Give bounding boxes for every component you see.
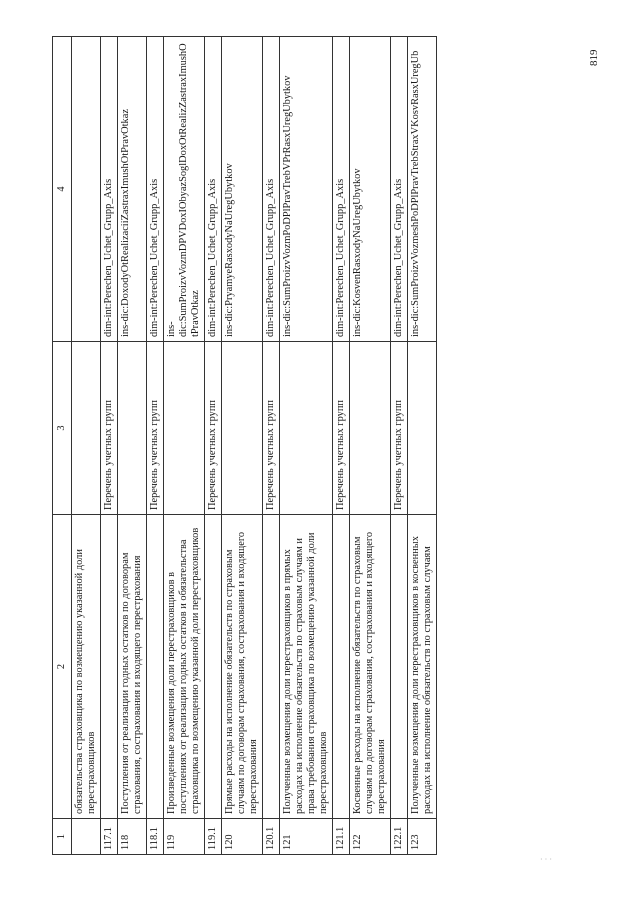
table-row xyxy=(280,37,333,855)
indicator-name-cell xyxy=(391,515,408,819)
element-code-cell: dim-int:Perechen_Uchet_Grupp_Axis xyxy=(333,37,350,342)
dimension-cell xyxy=(222,342,263,515)
row-number-cell: 121.1 xyxy=(333,819,350,855)
table-row xyxy=(118,37,147,855)
indicator-name-cell xyxy=(205,515,222,819)
row-number-cell: 120 xyxy=(222,819,263,855)
table-row xyxy=(408,37,437,855)
row-number-cell: 117.1 xyxy=(101,819,118,855)
indicator-name-cell: Косвенные расходы на исполнение обязательств по страховым случаям по договорам страхования, сострахования и входящего перестрахования xyxy=(350,515,391,819)
indicator-name-cell xyxy=(333,515,350,819)
element-code-cell: ins-dic:SumProizvVozmDPVDoxIObyazSoglDoxOtRealizZastraxImushOtPravOtkaz xyxy=(164,37,205,342)
element-code-cell: ins-dic:DoxodyOtRealizaciiZastraxImushOtPravOtkaz xyxy=(118,37,147,342)
dimension-cell: Перечень учетных групп xyxy=(391,342,408,515)
row-number-cell: 121 xyxy=(280,819,333,855)
row-number-cell: 119.1 xyxy=(205,819,222,855)
table-row xyxy=(222,37,263,855)
table-row xyxy=(350,37,391,855)
indicator-name-cell: Произведенные возмещения доли перестраховщиков в поступлениях от реализации годных остатков и обязательства страховщика по возмещению указанной доли перестраховщиков xyxy=(164,515,205,819)
indicator-name-cell: Полученные возмещения доли перестраховщиков в прямых расходах на исполнение обязательств по страховым случаям и права требования страховщика по возмещению указанной доли перестраховщиков xyxy=(280,515,333,819)
indicator-name-cell xyxy=(101,515,118,819)
table-row xyxy=(72,37,101,855)
element-code-cell: ins-dic:PryamyeRasxodyNaUregUbytkov xyxy=(222,37,263,342)
row-number-cell: 122 xyxy=(350,819,391,855)
indicator-name-cell: Поступления от реализации годных остатков по договорам страхования, сострахования и входящего перестрахования xyxy=(118,515,147,819)
dimension-cell xyxy=(72,342,101,515)
rotated-table-container xyxy=(52,37,567,855)
column-header: 3 xyxy=(53,342,72,515)
element-code-cell: dim-int:Perechen_Uchet_Grupp_Axis xyxy=(101,37,118,342)
row-number-cell: 120.1 xyxy=(263,819,280,855)
table-row xyxy=(263,37,280,855)
dimension-cell xyxy=(350,342,391,515)
dimension-cell xyxy=(164,342,205,515)
element-code-cell: dim-int:Perechen_Uchet_Grupp_Axis xyxy=(263,37,280,342)
column-header: 4 xyxy=(53,37,72,342)
indicator-name-cell: Полученные возмещения доли перестраховщиков в косвенных расходах на исполнение обязательств по страховым случаям xyxy=(408,515,437,819)
dimension-cell xyxy=(118,342,147,515)
dimension-cell: Перечень учетных групп xyxy=(333,342,350,515)
row-number-cell xyxy=(72,819,101,855)
dimension-cell: Перечень учетных групп xyxy=(205,342,222,515)
table-row xyxy=(164,37,205,855)
header-row xyxy=(53,37,72,855)
dimension-cell xyxy=(408,342,437,515)
dimension-cell xyxy=(280,342,333,515)
page-number: 819 xyxy=(588,49,600,66)
dimension-cell: Перечень учетных групп xyxy=(263,342,280,515)
indicator-name-cell xyxy=(147,515,164,819)
element-code-cell: ins-dic:SumProizvVozmPoDPlPravTrebVPrRasxUregUbytkov xyxy=(280,37,333,342)
row-number-cell: 118.1 xyxy=(147,819,164,855)
row-number-cell: 123 xyxy=(408,819,437,855)
dimension-cell: Перечень учетных групп xyxy=(101,342,118,515)
column-header: 1 xyxy=(53,819,72,855)
table-row xyxy=(205,37,222,855)
data-table xyxy=(52,36,437,855)
table-row xyxy=(391,37,408,855)
dimension-cell: Перечень учетных групп xyxy=(147,342,164,515)
element-code-cell: dim-int:Perechen_Uchet_Grupp_Axis xyxy=(391,37,408,342)
row-number-cell: 118 xyxy=(118,819,147,855)
indicator-name-cell: обязательства страховщика по возмещению указанной доли перестраховщиков xyxy=(72,515,101,819)
row-number-cell: 119 xyxy=(164,819,205,855)
row-number-cell: 122.1 xyxy=(391,819,408,855)
indicator-name-cell xyxy=(263,515,280,819)
table-row xyxy=(147,37,164,855)
scan-artifact: · · · xyxy=(540,855,552,864)
element-code-cell: ins-dic:KosvenRasxodyNaUregUbytkov xyxy=(350,37,391,342)
element-code-cell xyxy=(72,37,101,342)
table-row xyxy=(101,37,118,855)
element-code-cell: dim-int:Perechen_Uchet_Grupp_Axis xyxy=(147,37,164,342)
column-header: 2 xyxy=(53,515,72,819)
indicator-name-cell: Прямые расходы на исполнение обязательств по страховым случаям по договорам страхования, сострахования и входящего перестрахования xyxy=(222,515,263,819)
element-code-cell: dim-int:Perechen_Uchet_Grupp_Axis xyxy=(205,37,222,342)
element-code-cell: ins-dic:SumProizvVozmeshPoDPlPravTrebStraxVKosvRasxUregUb xyxy=(408,37,437,342)
table-row xyxy=(333,37,350,855)
